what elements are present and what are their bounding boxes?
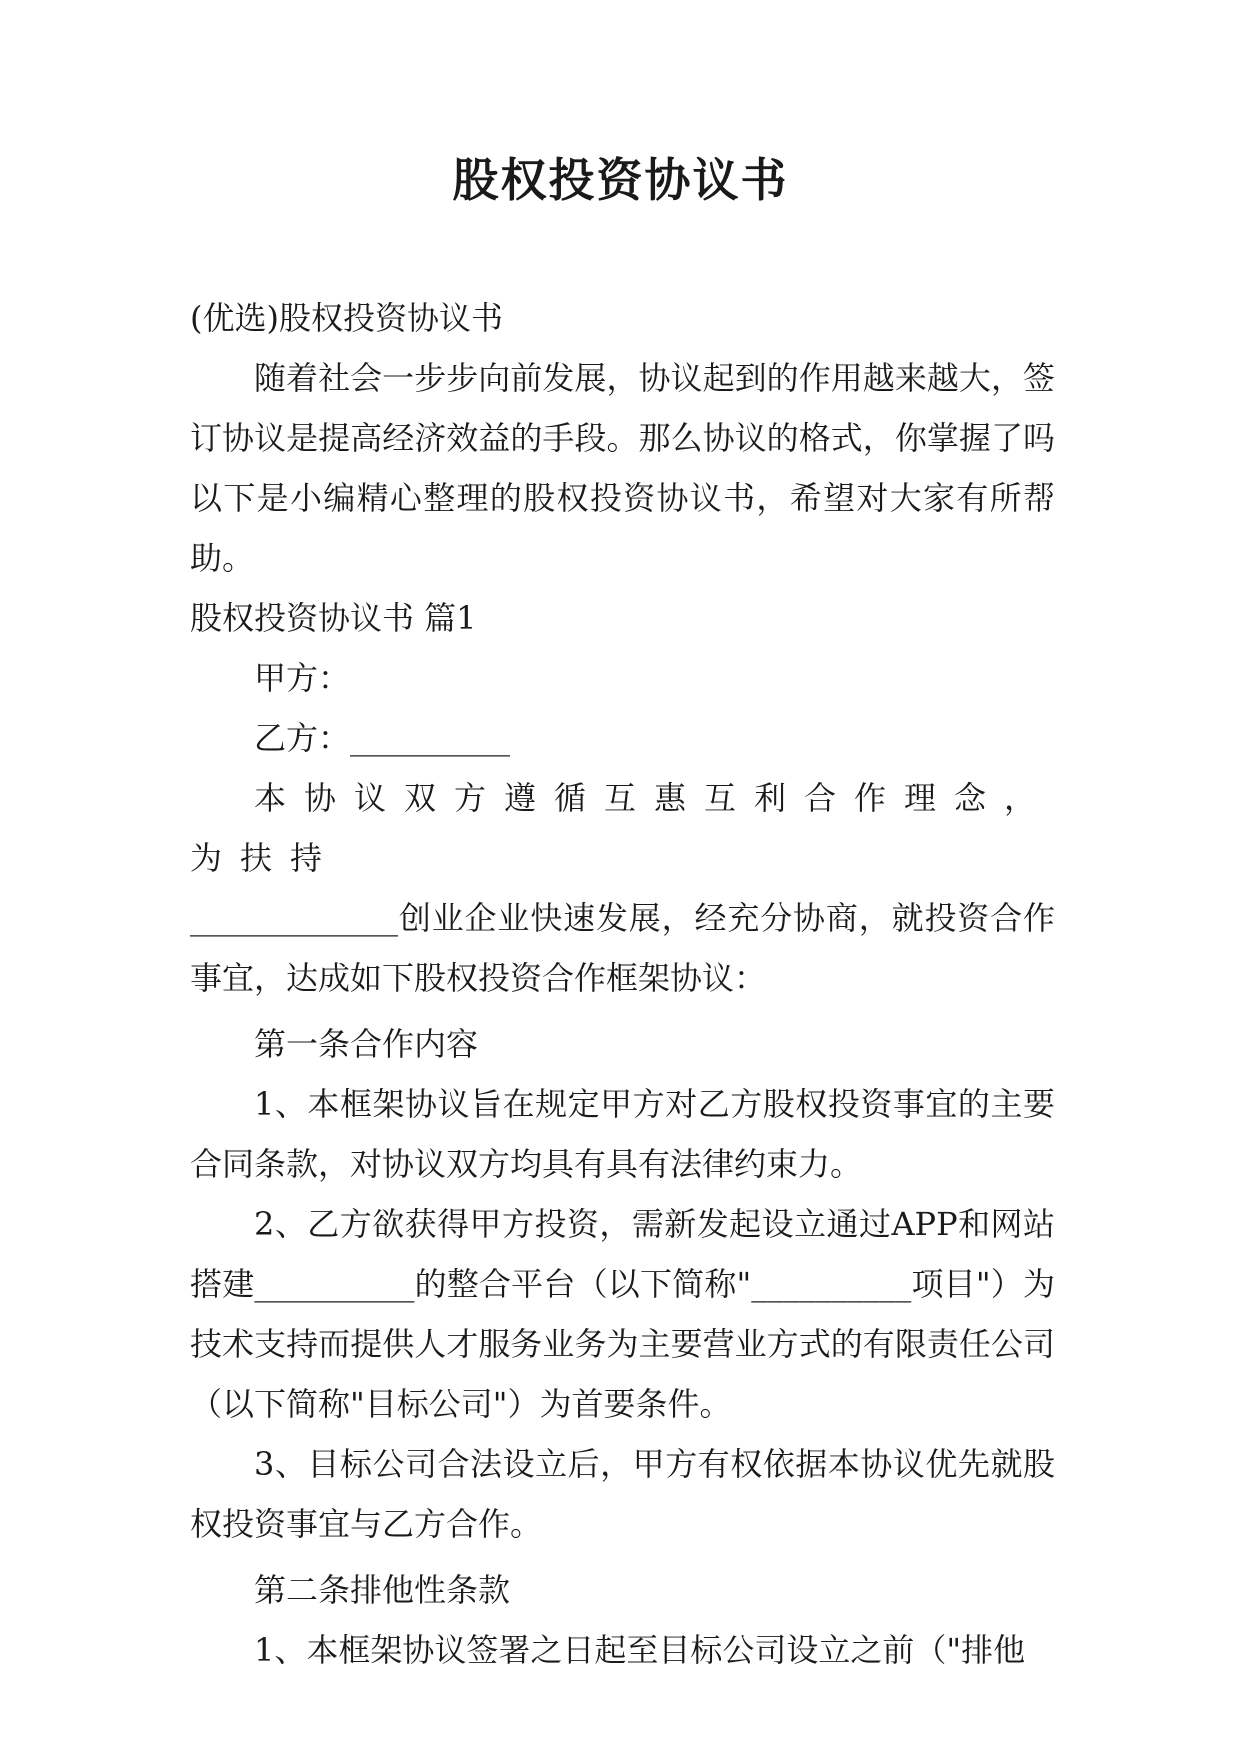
party-b-line: 乙方：__________ bbox=[254, 719, 511, 757]
document-body bbox=[190, 288, 1055, 1680]
party-a-line: 甲方： bbox=[254, 659, 351, 697]
preamble-continuation: _____________创业企业快速发展，经充分协商，就投资合作事宜，达成如下股权投资合作框架协议： bbox=[190, 899, 1055, 997]
preamble-line-1: 本协议双方遵循互惠互利合作理念，为扶持 bbox=[190, 779, 1055, 877]
section-heading: 股权投资协议书 篇1 bbox=[190, 599, 477, 637]
article-1-clause-3: 3、目标公司合法设立后，甲方有权依据本协议优先就股权投资事宜与乙方合作。 bbox=[190, 1445, 1055, 1543]
article-2-clause-1: 1、本框架协议签署之日起至目标公司设立之前（"排他 bbox=[254, 1631, 1026, 1669]
article-2-title: 第二条排他性条款 bbox=[254, 1571, 511, 1609]
article-1-clause-1: 1、本框架协议旨在规定甲方对乙方股权投资事宜的主要合同条款，对协议双方均具有具有法律约束力。 bbox=[190, 1085, 1055, 1183]
intro-paragraph: 随着社会一步步向前发展，协议起到的作用越来越大，签订协议是提高经济效益的手段。那么协议的格式，你掌握了吗以下是小编精心整理的股权投资协议书，希望对大家有所帮助。 bbox=[190, 359, 1055, 577]
article-1-clause-2: 2、乙方欲获得甲方投资，需新发起设立通过APP和网站搭建__________的整合平台（以下简称"__________项目"）为技术支持而提供人才服务业务为主要营业方式的有限责任公司（以下简称"目标公司"）为首要条件。 bbox=[190, 1205, 1055, 1423]
document-title: 股权投资协议书 bbox=[452, 153, 789, 207]
article-1-title: 第一条合作内容 bbox=[254, 1025, 479, 1063]
document-subtitle: (优选)股权投资协议书 bbox=[190, 299, 503, 337]
